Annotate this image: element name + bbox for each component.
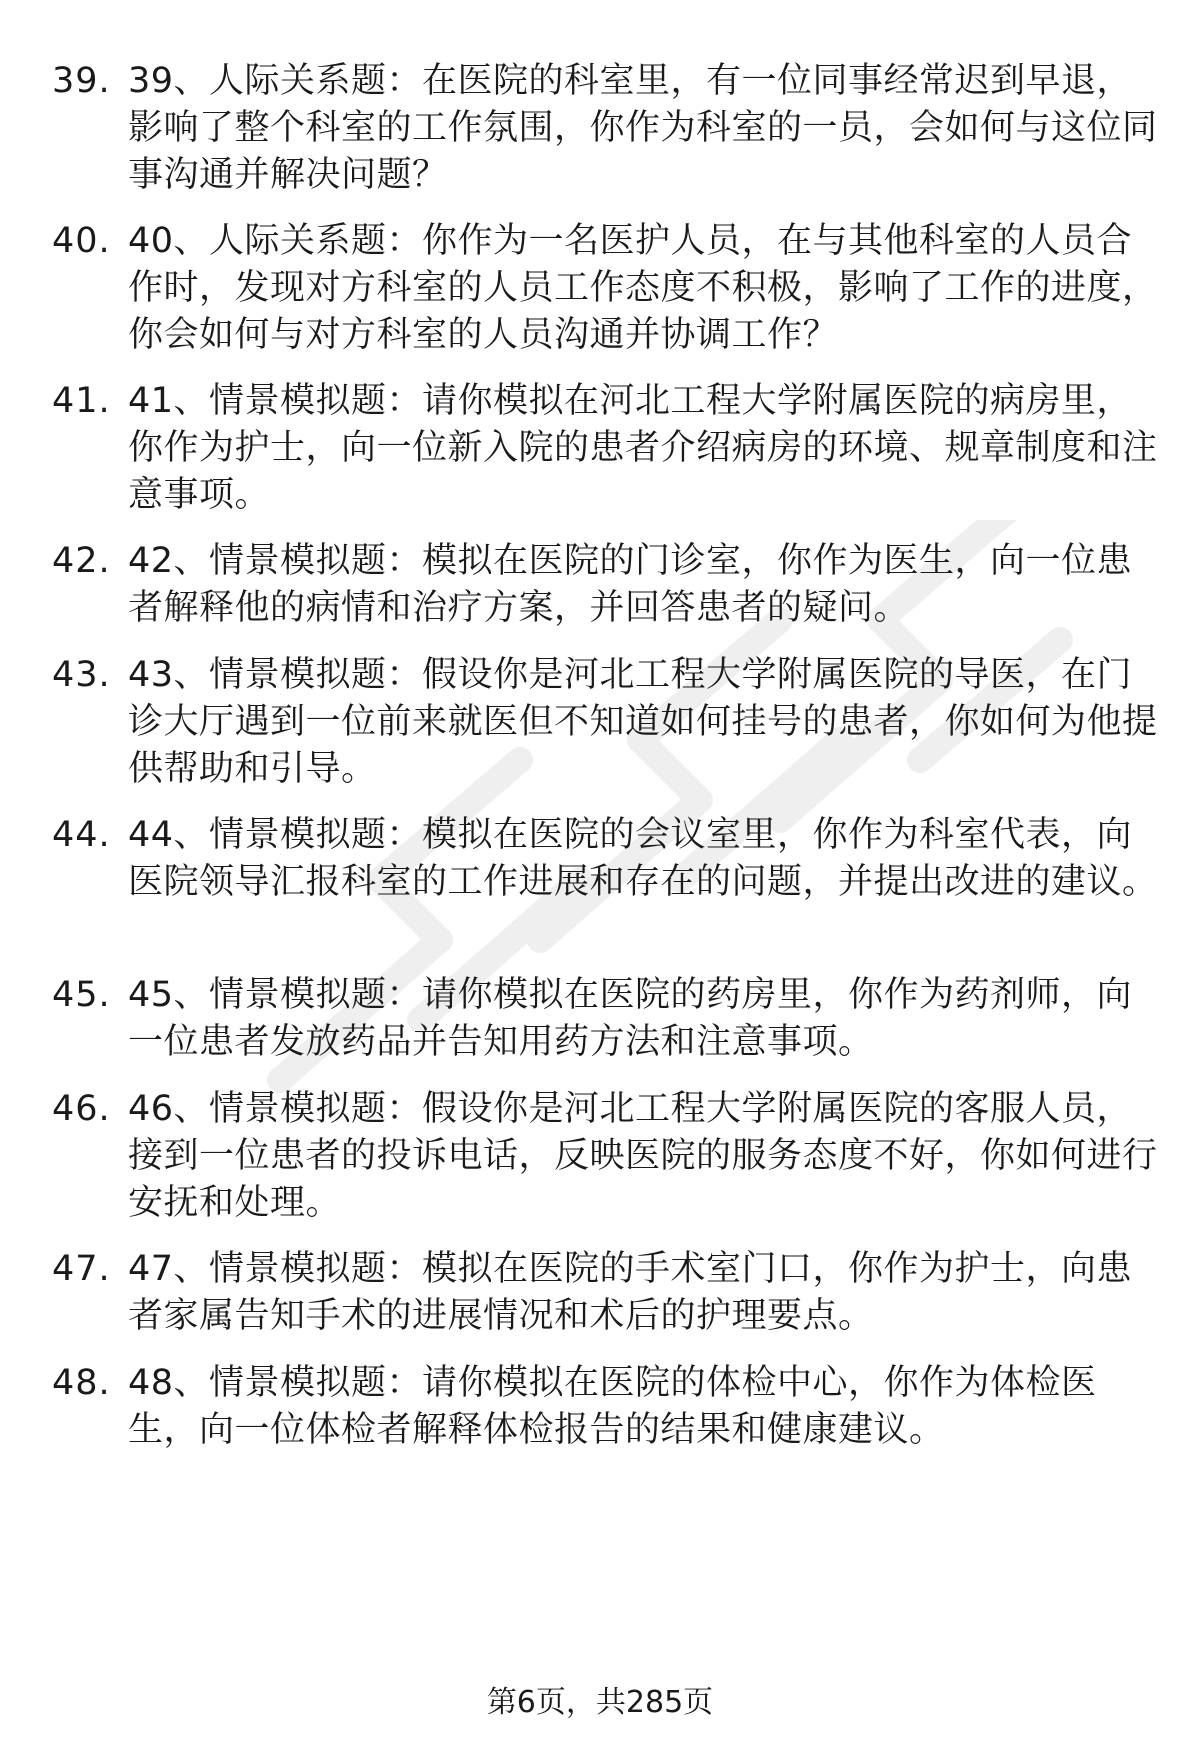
item-number: 41. xyxy=(52,381,111,421)
item-number: 44. xyxy=(52,815,111,855)
item-number: 47. xyxy=(52,1249,111,1289)
item-text: 45、情景模拟题：请你模拟在医院的药房里，你作为药剂师，向一位患者发放药品并告知用药方法和注意事项。 xyxy=(128,975,1133,1062)
item-text: 47、情景模拟题：模拟在医院的手术室门口，你作为护士，向患者家属告知手术的进展情况和术后的护理要点。 xyxy=(128,1249,1133,1336)
item-text: 40、人际关系题：你作为一名医护人员，在与其他科室的人员合作时，发现对方科室的人员工作态度不积极，影响了工作的进度，你会如何与对方科室的人员沟通并协调工作？ xyxy=(128,221,1158,355)
item-text: 39、人际关系题：在医院的科室里，有一位同事经常迟到早退，影响了整个科室的工作氛围，你作为科室的一员，会如何与这位同事沟通并解决问题？ xyxy=(128,61,1158,195)
item-text: 48、情景模拟题：请你模拟在医院的体检中心，你作为体检医生，向一位体检者解释体检报告的结果和健康建议。 xyxy=(128,1363,1097,1450)
item-number: 48. xyxy=(52,1363,111,1403)
item-text: 43、情景模拟题：假设你是河北工程大学附属医院的导医，在门诊大厅遇到一位前来就医但不知道如何挂号的患者，你如何为他提供帮助和引导。 xyxy=(128,655,1158,789)
item-text: 46、情景模拟题：假设你是河北工程大学附属医院的客服人员，接到一位患者的投诉电话，反映医院的服务态度不好，你如何进行安抚和处理。 xyxy=(128,1089,1158,1223)
item-text: 41、情景模拟题：请你模拟在河北工程大学附属医院的病房里，你作为护士，向一位新入院的患者介绍病房的环境、规章制度和注意事项。 xyxy=(128,381,1158,515)
item-number: 46. xyxy=(52,1089,111,1129)
item-text: 42、情景模拟题：模拟在医院的门诊室，你作为医生，向一位患者解释他的病情和治疗方案，并回答患者的疑问。 xyxy=(128,541,1133,628)
item-text: 44、情景模拟题：模拟在医院的会议室里，你作为科室代表，向医院领导汇报科室的工作进展和存在的问题，并提出改进的建议。 xyxy=(128,815,1158,902)
item-number: 39. xyxy=(52,61,111,101)
item-number: 43. xyxy=(52,655,111,695)
page-footer: 第6页，共285页 xyxy=(486,1685,714,1720)
item-number: 40. xyxy=(52,221,111,261)
item-number: 42. xyxy=(52,541,111,581)
item-number: 45. xyxy=(52,975,111,1015)
